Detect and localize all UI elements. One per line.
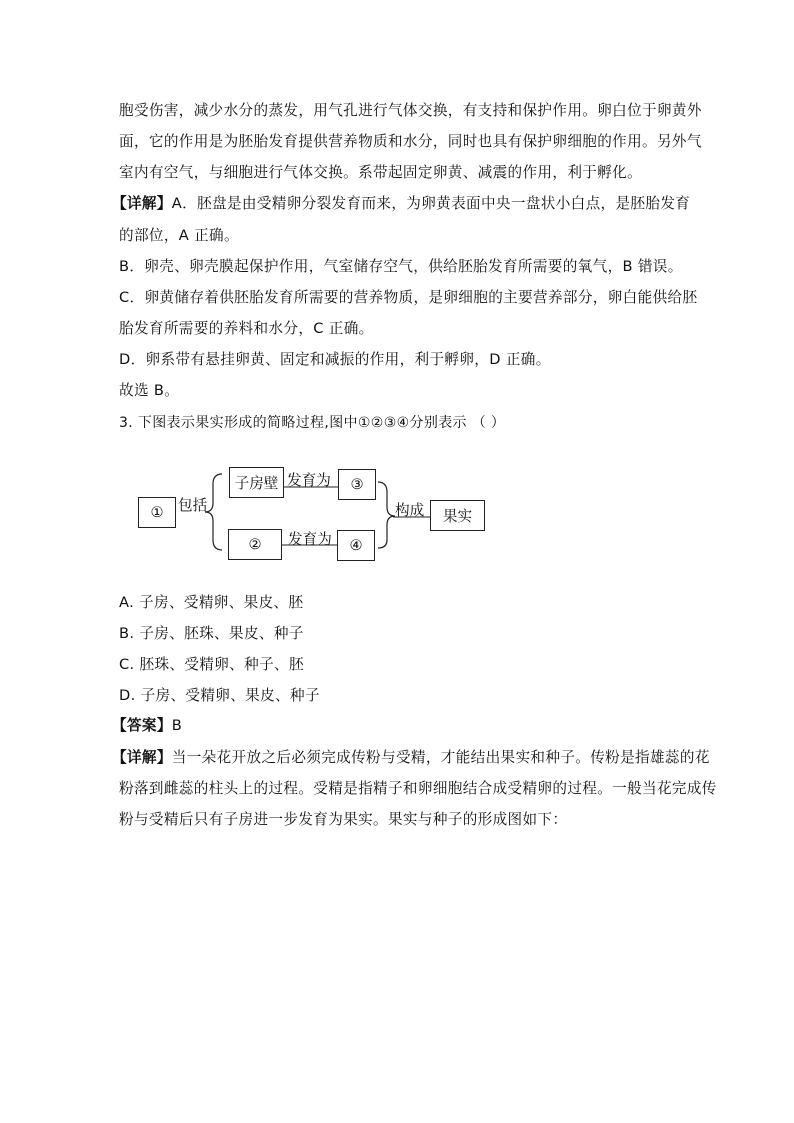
box-1: ①: [138, 497, 176, 528]
box-2: ②: [228, 529, 282, 560]
option-d: D. 子房、受精卵、果皮、种子: [119, 687, 320, 704]
answer-tag: 【答案】: [112, 717, 172, 734]
box-3: ③: [338, 469, 376, 500]
detail-c-line: C．卵黄储存着供胚胎发育所需要的营养物质，是卵细胞的主要营养部分，卵白能供给胚: [119, 289, 698, 306]
option-a: A. 子房、受精卵、果皮、胚: [119, 594, 304, 611]
box-ovary-wall: 子房壁: [229, 467, 284, 498]
compose-label: 构成: [395, 502, 425, 519]
answer-line: [112, 716, 182, 736]
right-brace: [378, 482, 395, 548]
detail-a-line-2: 的部位，A 正确。: [119, 227, 239, 244]
choose-line: 故选 B。: [119, 382, 180, 399]
box-4: ④: [337, 530, 375, 561]
detail-b-line: B．卵壳、卵壳膜起保护作用，气室储存空气，供给胚胎发育所需要的氧气，B 错误。: [119, 258, 683, 275]
left-brace: [205, 474, 222, 550]
explain-line-1: [112, 748, 710, 768]
detail-tag: 【详解】: [112, 195, 172, 212]
paragraph-line: 胞受伤害，减少水分的蒸发，用气孔进行气体交换，有支持和保护作用。卵白位于卵黄外: [119, 102, 702, 119]
detail-a-text: A．胚盘是由受精卵分裂发育而来，为卵黄表面中央一盘状小白点，是胚胎发育: [171, 195, 691, 212]
develop-bottom-label: 发育为: [288, 531, 332, 548]
detail-d-line: D．卵系带有悬挂卵黄、固定和减振的作用，利于孵卵，D 正确。: [119, 351, 551, 368]
explain-line-3: 粉与受精后只有子房进一步发育为果实。果实与种子的形成图如下：: [119, 811, 568, 828]
explain-line-2: 粉落到雌蕊的柱头上的过程。受精是指精子和卵细胞结合成受精卵的过程。一般当花完成传: [119, 780, 717, 797]
explain-text-1: 当一朵花开放之后必须完成传粉与受精，才能结出果实和种子。传粉是指雄蕊的花: [171, 749, 710, 766]
question-stem: 3. 下图表示果实形成的简略过程,图中①②③④分别表示 （ ）: [119, 415, 506, 431]
box-fruit: 果实: [430, 500, 485, 531]
paragraph-line: 室内有空气，与细胞进行气体交换。系带起固定卵黄、减震的作用，利于孵化。: [119, 164, 643, 181]
explain-tag: 【详解】: [112, 749, 172, 766]
option-c: C. 胚珠、受精卵、种子、胚: [119, 656, 304, 673]
answer-value: B: [171, 717, 183, 734]
include-label: 包括: [178, 497, 208, 514]
develop-top-label: 发育为: [287, 472, 331, 489]
option-b: B. 子房、胚珠、果皮、种子: [119, 625, 304, 642]
detail-c-line-2: 胎发育所需要的养料和水分，C 正确。: [119, 320, 374, 337]
paragraph-line: 面，它的作用是为胚胎发育提供营养物质和水分，同时也具有保护卵细胞的作用。另外气: [119, 133, 702, 150]
